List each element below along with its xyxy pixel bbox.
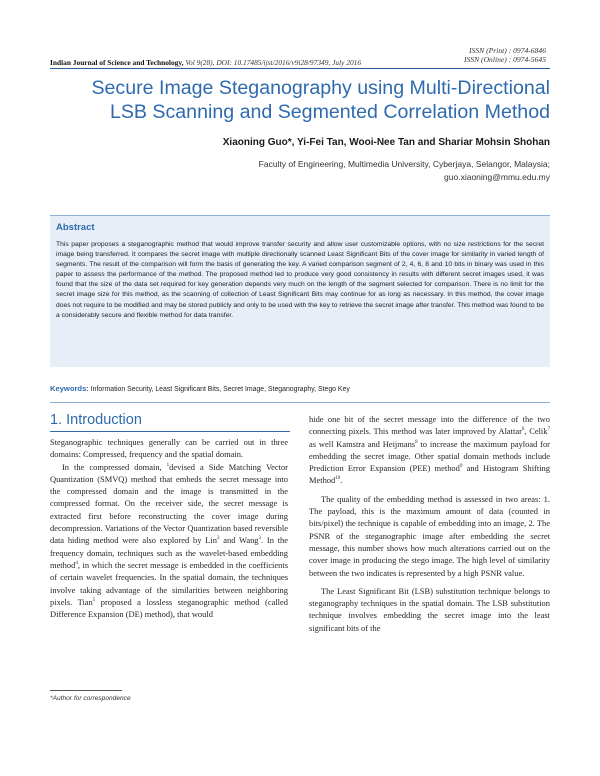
keywords-line bbox=[50, 384, 550, 393]
paper-title-line1: Secure Image Steganography using Multi-Directional bbox=[91, 77, 550, 99]
text-run: In the compressed domain, bbox=[62, 461, 167, 472]
text-run: devised a Side Matching Vector Quantization (SMVQ) method that embeds the secret message into the compressed domain and the image is transmitted in the compressed format. On the receiver side, the secret message is extracted first before reconstructing the cover image during decompression. Variations of the Vector Quantization based reversible data hiding method were also explored by Lin bbox=[50, 461, 288, 546]
journal-details: Vol 9(28), DOI: 10.17485/ijst/2016/v9i28/97349, July 2016 bbox=[183, 58, 362, 67]
keywords-label: Keywords: bbox=[50, 384, 89, 393]
text-run: . In the frequency domain, techniques such as the wavelet-based embedding method bbox=[50, 535, 288, 570]
body-column-left bbox=[50, 436, 288, 620]
text-run: . bbox=[340, 475, 343, 486]
text-run: as well Kamstra and Heijmans bbox=[309, 438, 416, 449]
text-run: hide one bit of the secret message into the difference of the two connecting pixels. This method was later improved by Alattar bbox=[309, 414, 550, 437]
abstract-text: This paper proposes a steganographic method that would improve transfer security and allow user customizable options, with no size restrictions for the secret image being transferred. It compares the secret image with multiple directionally scanned Least Significant Bits of the cover image for similarity in varied length of segments. The result of the comparison will form the basis of generating the key. A varied comparison segment of 2, 4, 6, 8 and 10 bits in binary was used in this paper to assess the performance of the method. The proposed method led to produce very good consistency in results with different secret images used, it was found that the size of the data set required for key generation depends very much on the length of the segment selected for comparison. There is no limit for the secret image size for this method, as the scanning of collection of Least Significant Bits may continue for as long as necessary. In this method, the cover image does not require to be modified and may be stored publicly and only to be used with the key to retrieve the secret image after transfer. This method was found to be a considerably secure and flexible method for data transfer. bbox=[56, 241, 544, 319]
citation-ref: 2 bbox=[216, 536, 220, 542]
text-run: to increase the maximum payload for embedding the secret image. Other spatial domain methods include Prediction Error Expansion (PEE) method bbox=[309, 438, 550, 474]
intro-paragraph-2-cont bbox=[309, 413, 550, 487]
footnote-correspondence: *Author for correspondence bbox=[50, 695, 131, 702]
affiliation bbox=[259, 158, 550, 184]
section-rule bbox=[50, 431, 290, 432]
issn-print: ISSN (Print) : 0974-6846 bbox=[469, 46, 546, 55]
text-run: and Histogram Shifting Method bbox=[309, 463, 550, 486]
citation-ref: 3 bbox=[258, 536, 262, 542]
intro-paragraph-1: Steganographic techniques generally can be carried out in three domains: Compressed, frequency and the spatial domain. bbox=[50, 437, 288, 460]
text-run: proposed a lossless steganographic method (called Difference Expansion (DE) method), that would bbox=[50, 596, 288, 620]
affiliation-line: Faculty of Engineering, Multimedia University, Cyberjaya, Selangor, Malaysia; bbox=[258, 159, 550, 169]
author-email: guo.xiaoning@mmu.edu.my bbox=[444, 172, 550, 182]
citation-ref: 4 bbox=[75, 561, 78, 567]
citation-ref: 10 bbox=[335, 476, 341, 482]
issn-online: ISSN (Online) : 0974-5645 bbox=[463, 55, 546, 64]
paper-title-line2: LSB Scanning and Segmented Correlation Method bbox=[109, 101, 550, 123]
footnote-rule bbox=[50, 690, 122, 691]
abstract-heading: Abstract bbox=[56, 222, 95, 233]
intro-paragraph-3: The quality of the embedding method is assessed in two areas: 1. The payload, this is the maximum amount of data (counted in bits/pixel) the technique is capable of embedding into an image, 2. The PSNR of the steganographic image after embedding the secret message, this number shows how much alterations carried out on the cover image in producing the stego image. The high level of similarity between the two indicates is represented by a high PSNR value. bbox=[309, 493, 550, 578]
abstract-box bbox=[50, 215, 550, 367]
keywords-text: Information Security, Least Significant Bits, Secret Image, Steganography, Stego Key bbox=[88, 386, 350, 393]
intro-paragraph-2 bbox=[50, 461, 288, 621]
body-column-right bbox=[309, 413, 550, 634]
text-run: , in which the secret message is embedded in the coefficients of certain wavelet frequencies. In the spatial domain, the techniques involve taking advantage of the similarities between neighboring pixels. Tian bbox=[50, 559, 288, 607]
header-rule bbox=[50, 68, 550, 69]
text-run: and Wang bbox=[219, 535, 259, 546]
citation-ref: 1 bbox=[166, 462, 170, 468]
text-run: , Celik bbox=[524, 426, 548, 437]
author-list: Xiaoning Guo*, Yi-Fei Tan, Wooi-Nee Tan and Shariar Mohsin Shohan bbox=[222, 137, 550, 148]
keywords-rule bbox=[50, 402, 550, 403]
section-heading-introduction: 1. Introduction bbox=[50, 412, 142, 428]
journal-citation bbox=[50, 58, 550, 67]
citation-ref: 9 bbox=[459, 464, 463, 470]
citation-ref: 5 bbox=[92, 598, 96, 604]
citation-ref: 7 bbox=[547, 427, 550, 433]
intro-paragraph-4: The Least Significant Bit (LSB) substitution technique belongs to steganography techniques in the spatial domain. The LSB substitution technique involves embedding the secret image into the least significant bits of the bbox=[309, 585, 550, 633]
citation-ref: 8 bbox=[415, 439, 418, 445]
paper-title bbox=[50, 76, 550, 124]
journal-name: Indian Journal of Science and Technology, bbox=[50, 58, 184, 67]
citation-ref: 6 bbox=[521, 427, 525, 433]
